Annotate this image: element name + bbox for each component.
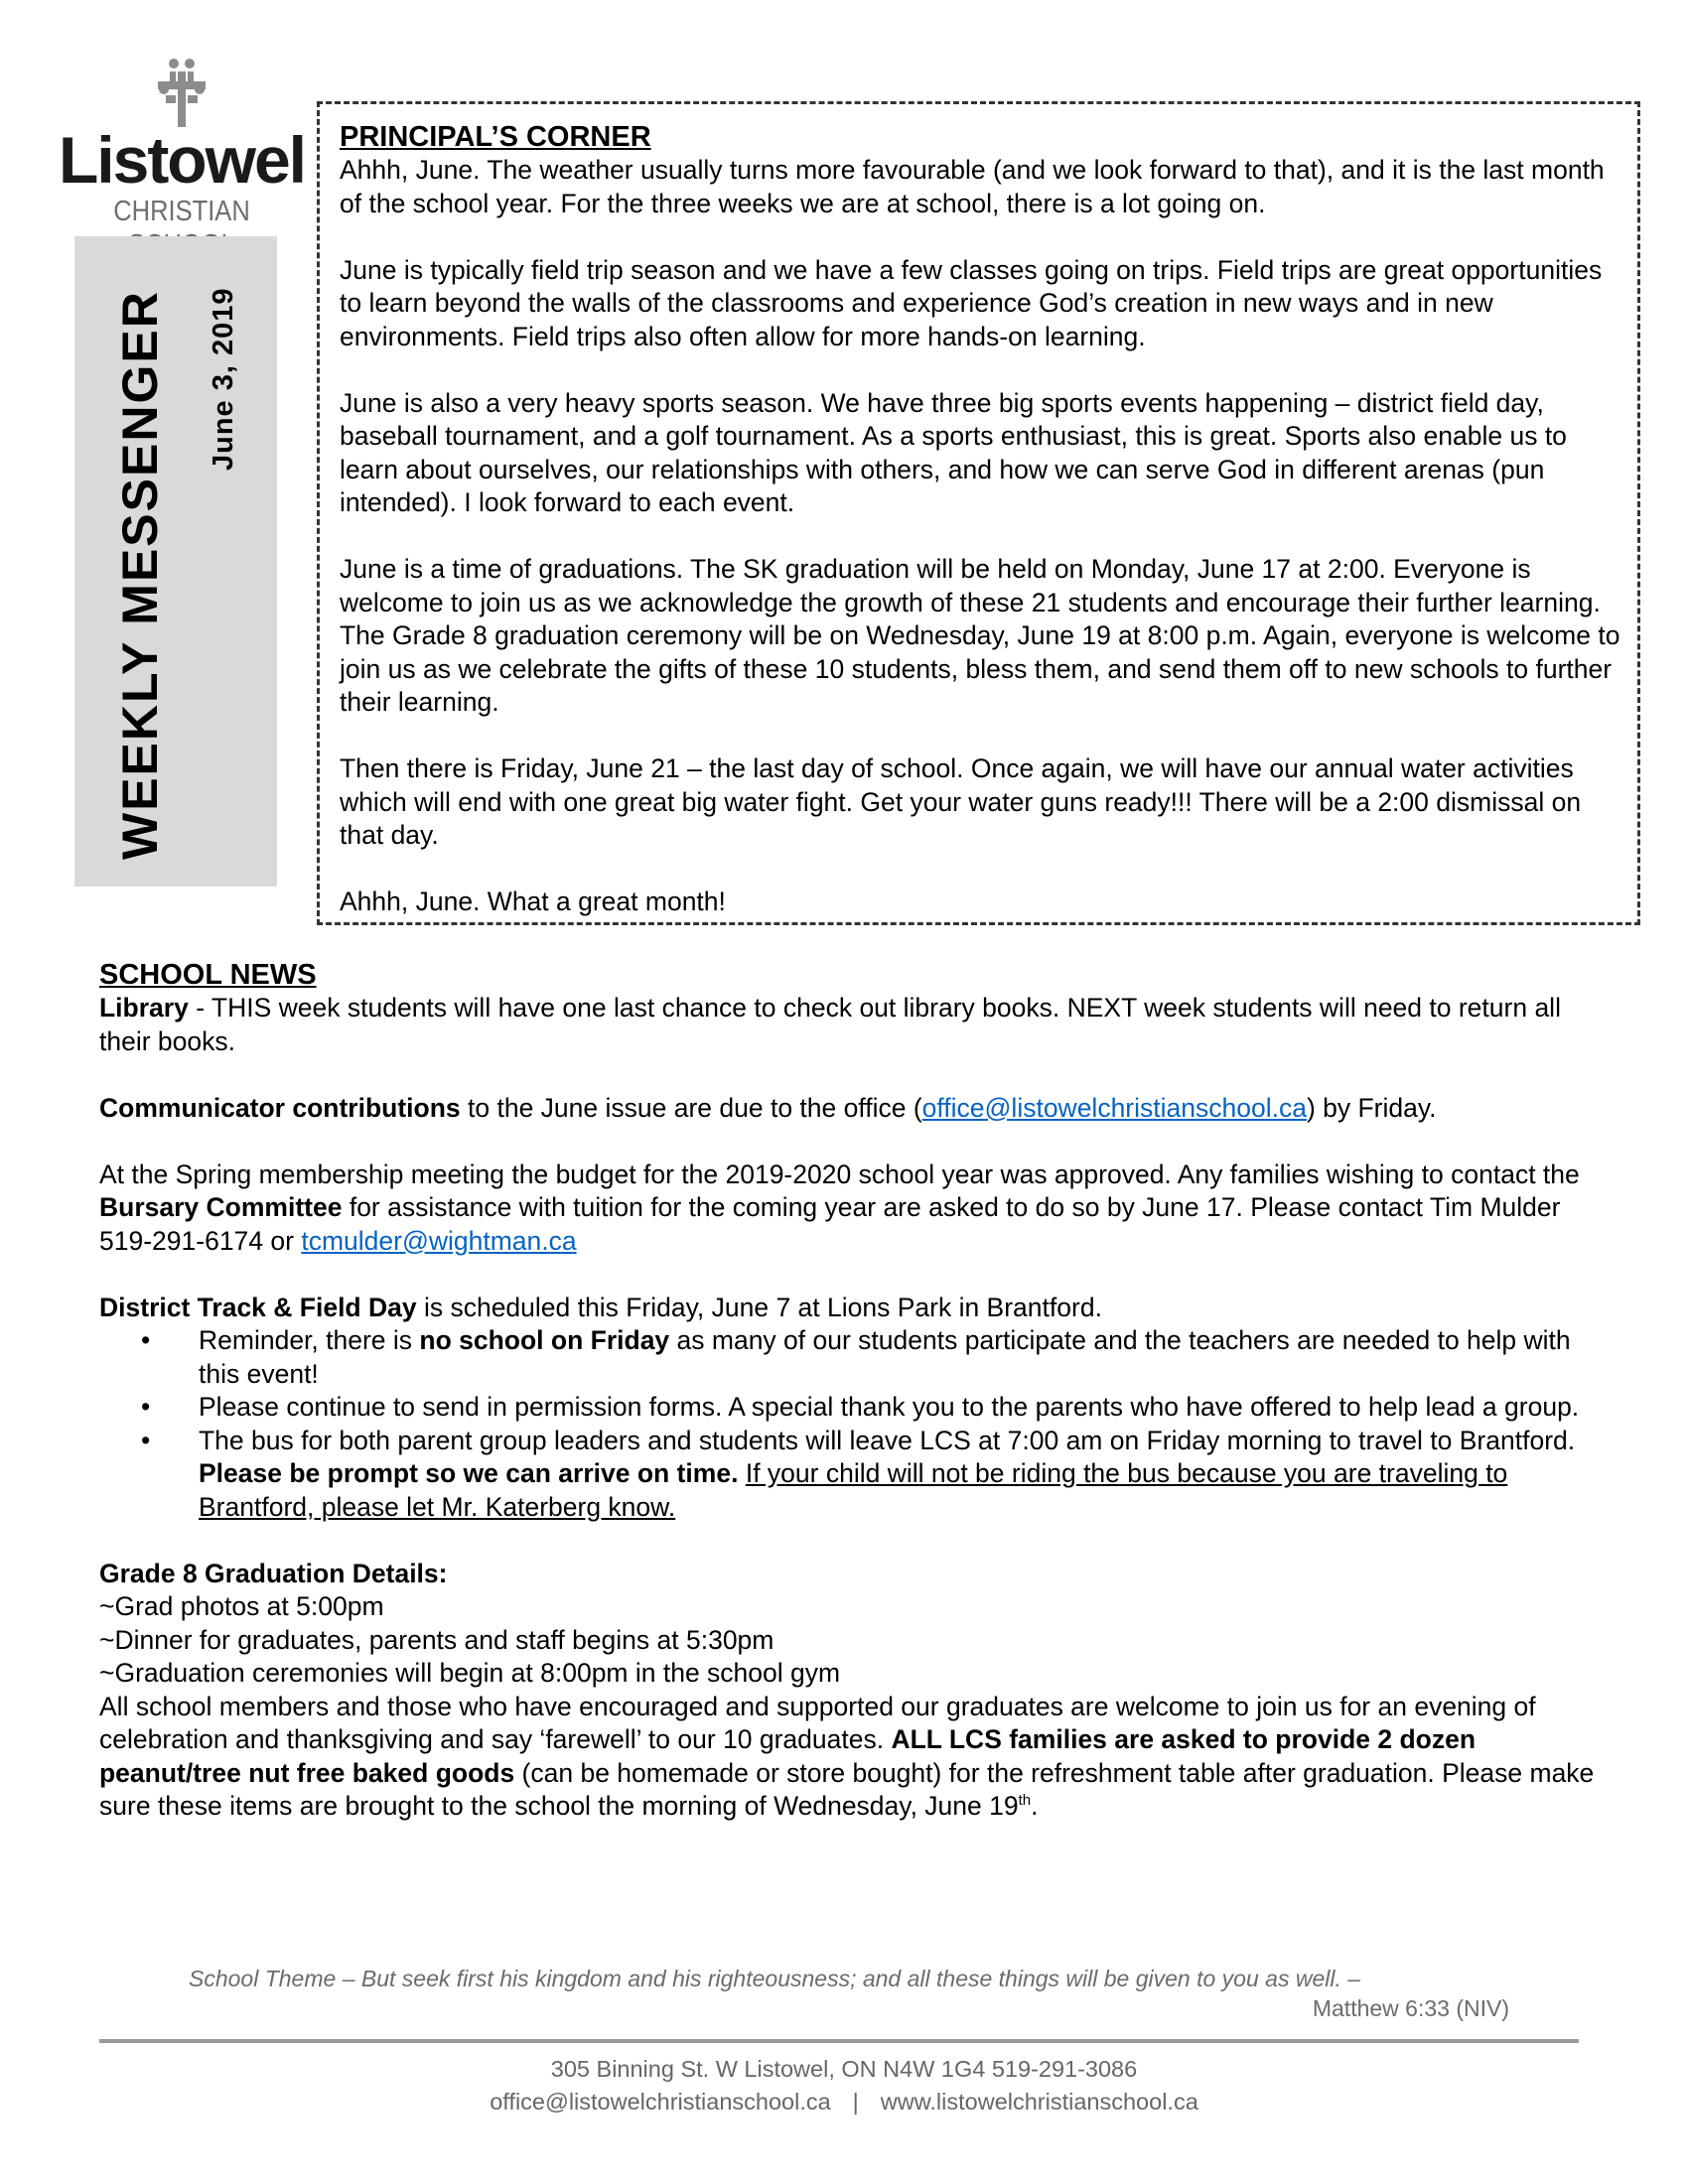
bullet-icon: • [141,1392,151,1422]
grad-text: All school members and those who have encouraged and supported our graduates are welcome to join us for an evening of celebration and thanksgiving and say ‘farewell’ to our 10 graduates. [99,1691,1536,1754]
bursary-text: At the Spring membership meeting the budget for the 2019-2020 school year was approved. Any families wishing to contact the [99,1159,1580,1189]
grad-details-heading: Grade 8 Graduation Details: [99,1558,448,1588]
logo-name: Listowel [58,123,306,197]
principal-paragraph: Ahhh, June. The weather usually turns more favourable (and we look forward to that), and it is the last month of the school year. For the three weeks we are at school, there is a lot going on. [340,155,1605,218]
newsletter-banner [74,236,277,887]
bursary-text-2: for assistance with tuition for the coming year are asked to do so by June 17. Please contact Tim Mulder 519-291-6174 or [99,1192,1561,1256]
library-text: - THIS week students will have one last chance to check out library books. NEXT week students will need to return all their books. [99,993,1561,1056]
office-email-link[interactable]: office@listowelchristianschool.ca [921,1092,1307,1123]
bursary-label: Bursary Committee [99,1192,343,1222]
grad-bold-text: ALL LCS families are asked to provide 2 dozen peanut/tree nut free baked goods [99,1724,1477,1788]
track-label: District Track & Field Day [99,1292,417,1322]
footer-email[interactable]: office@listowelchristianschool.ca [490,2089,831,2115]
bullet-bold-text: no school on Friday [419,1325,670,1355]
principal-paragraph: June is also a very heavy sports season. We have three big sports events happening – district field day, baseball tournament, and a golf tournament. As a sports enthusiast, this is great. Sports also enable us to learn about ourselves, our relationships with others, and how we can serve God in different arenas (pun intended). I look forward to each event. [340,387,1567,517]
bullet-icon: • [141,1425,151,1455]
school-news-heading: SCHOOL NEWS [99,959,317,991]
track-text: is scheduled this Friday, June 7 at Lions Park in Brantford. [416,1292,1102,1322]
communicator-label: Communicator contributions [99,1092,461,1123]
bursary-notice [99,1159,1599,1259]
bullet-underlined-text: If your child will not be riding the bus because you are traveling to Brantford, please let Mr. Katerberg know. [199,1458,1508,1522]
principal-paragraph: June is a time of graduations. The SK graduation will be held on Monday, June 17 at 2:00. Everyone is welcome to join us as we acknowledge the growth of these 21 students and encourage their further learning. The Grade 8 graduation ceremony will be on Wednesday, June 19 at 8:00 p.m. Again, everyone is welcome to join us as we celebrate the gifts of these 10 students, bless them, and send them off to new schools to further their learning. [340,554,1620,717]
bullet-text: Please continue to send in permission forms. A special thank you to the parents who have offered to help lead a group. [199,1392,1580,1422]
communicator-end: ) by Friday. [1306,1092,1437,1123]
footer-contact [0,2086,1688,2117]
grad-end: . [1031,1791,1039,1821]
track-field-list [99,1324,1599,1524]
ordinal-suffix: th [1018,1792,1032,1810]
library-notice [99,992,1599,1058]
school-logo [58,56,306,229]
bullet-icon: • [141,1325,151,1355]
principals-corner-heading: PRINCIPAL’S CORNER [340,121,651,153]
bullet-text: The bus for both parent group leaders and students will leave LCS at 7:00 am on Friday morning to travel to Brantford. [199,1425,1576,1455]
list-item [141,1391,1599,1425]
grad-detail-line: ~Graduation ceremonies will begin at 8:00pm in the school gym [99,1658,841,1688]
footer-separator: | [852,2089,859,2115]
bullet-bold-text: Please be prompt so we can arrive on time. [199,1458,739,1488]
principals-corner-box [317,101,1640,925]
issue-date: June 3, 2019 [208,287,239,471]
principal-paragraph: June is typically field trip season and we have a few classes going on trips. Field trips are great opportunities to learn beyond the walls of the classrooms and experience God’s creation in new ways and in new environments. Field trips also often allow for more hands-on learning. [340,254,1603,351]
grad-detail-line: ~Grad photos at 5:00pm [99,1591,384,1621]
communicator-notice [99,1092,1599,1126]
bullet-text: as many of our students participate and the teachers are needed to help with this event! [199,1325,1571,1389]
grad-text-2: (can be homemade or store bought) for the refreshment table after graduation. Please make sure these items are brought to the school the morning of Wednesday, June 19 [99,1757,1595,1821]
footer-website[interactable]: www.listowelchristianschool.ca [880,2089,1198,2115]
track-field-notice [99,1292,1599,1325]
school-news-section [99,958,1599,1824]
footer-address: 305 Binning St. W Listowel, ON N4W 1G4 519-291-3086 [550,2056,1138,2082]
list-item [141,1324,1599,1391]
school-theme: School Theme – But seek first his kingdom and his righteousness; and all these things will be given to you as well. – [189,1966,1361,1991]
footer-divider [99,2039,1579,2043]
principal-paragraph: Ahhh, June. What a great month! [340,887,726,916]
cross-people-icon [152,56,211,130]
grad-paragraph [99,1691,1599,1824]
grad-detail-line: ~Dinner for graduates, parents and staff begins at 5:30pm [99,1624,774,1655]
principal-paragraph: Then there is Friday, June 21 – the last day of school. Once again, we will have our annual water activities which will end with one great big water fight. Get your water guns ready!!! There will be a 2:00 dismissal on that day. [340,753,1582,850]
theme-reference: Matthew 6:33 (NIV) [1312,1995,1509,2021]
list-item [141,1425,1599,1525]
tim-mulder-email-link[interactable]: tcmulder@wightman.ca [301,1225,577,1256]
logo-subtitle: CHRISTIAN [113,196,250,227]
library-label: Library [99,993,189,1023]
communicator-text: to the June issue are due to the office ( [460,1092,922,1123]
newsletter-title: WEEKLY MESSENGER [112,290,168,860]
bullet-text: Reminder, there is [199,1325,420,1355]
